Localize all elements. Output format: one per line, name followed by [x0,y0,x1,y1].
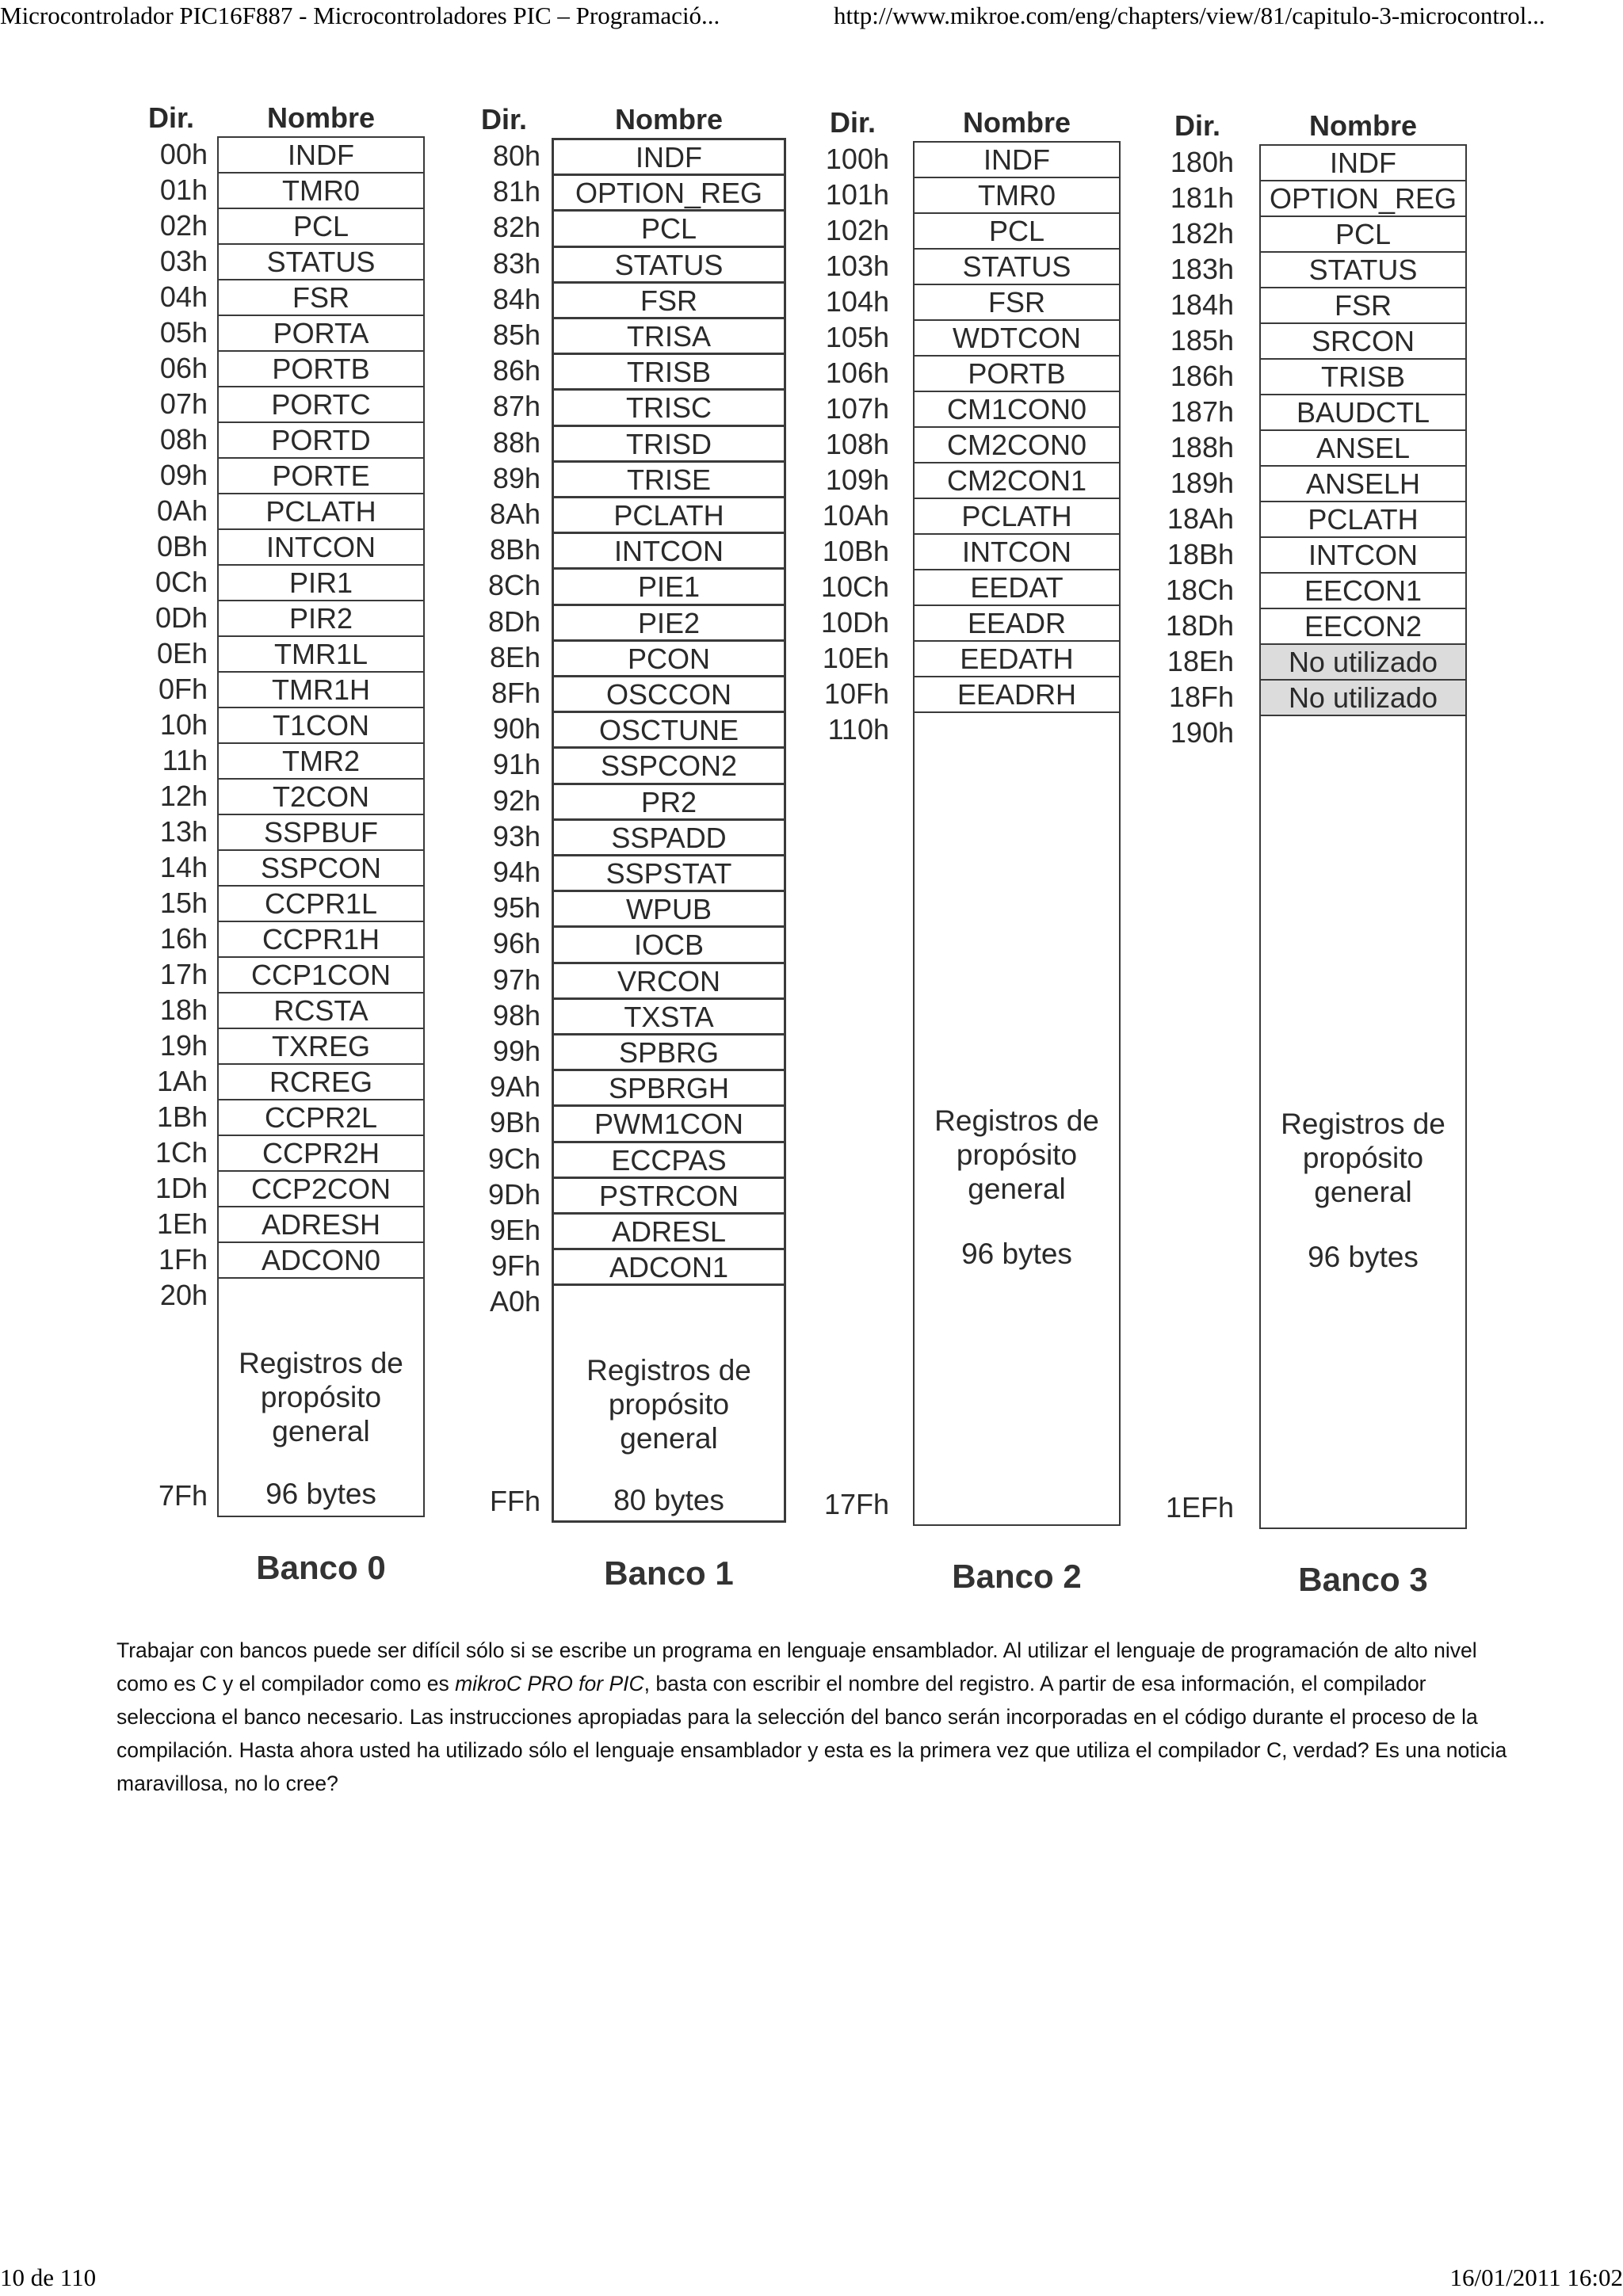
register-name: PCON [554,642,784,677]
register-name: SSPSTAT [554,856,784,892]
gp-size-label: 96 bytes [265,1478,376,1510]
register-unused: No utilizado [1261,681,1465,716]
register-address: 10Bh [822,535,889,567]
register-address: 17h [159,958,208,990]
register-address: 12h [159,780,208,812]
register-address: 1Eh [156,1207,208,1240]
register-name: OSCTUNE [554,713,784,749]
register-address: 187h [1170,395,1234,428]
gp-label-line: general [620,1421,718,1455]
register-address: 18Fh [1168,681,1234,713]
register-address: 9Ah [489,1070,540,1104]
register-address: 1Ch [155,1136,208,1169]
page-footer-number: 10 de 110 [0,2264,97,2291]
register-name: INTCON [219,530,423,566]
column-header-dir: Dir. [147,101,195,134]
register-name: TMR2 [219,744,423,780]
register-address: 0Ah [156,494,208,527]
register-name: RCSTA [219,994,423,1029]
register-name: STATUS [915,250,1119,285]
register-address: 95h [492,891,540,925]
column-header-dir: Dir. [480,103,528,135]
register-name: ADRESL [554,1215,784,1250]
gp-size-label: 80 bytes [613,1484,724,1516]
register-name: ADCON1 [554,1250,784,1286]
register-name: PR2 [554,785,784,821]
register-name: SRCON [1261,324,1465,360]
register-name: CCPR1H [219,922,423,958]
paragraph-emphasis: mikroC PRO for PIC [455,1672,644,1695]
register-name: PIE1 [554,570,784,605]
gp-label-line: Registros de [934,1104,1099,1138]
register-name: PCLATH [554,498,784,534]
register-name: SSPADD [554,821,784,856]
register-address: 00h [159,138,208,170]
register-address: 18Ch [1165,574,1234,606]
register-name: PIR2 [219,601,423,637]
register-address: 91h [492,748,540,781]
register-address: 18Bh [1167,538,1234,570]
register-name: OSCCON [554,677,784,713]
register-address: 82h [492,211,540,244]
register-address: 87h [492,390,540,423]
register-address: 9Dh [487,1177,540,1211]
gp-end-address: 1EFh [1165,1491,1234,1524]
register-name: PORTA [219,316,423,352]
register-name: STATUS [219,245,423,280]
register-address: 10h [159,708,208,741]
gp-label-line: Registros de [586,1353,751,1386]
column-header-name: Nombre [614,103,724,135]
register-address: 0Dh [155,601,208,634]
register-address: 0Ch [155,566,208,598]
register-address: 15h [159,887,208,919]
register-name: TMR0 [915,178,1119,214]
register-name: VRCON [554,964,784,1000]
body-paragraph [116,1634,1511,1800]
register-name: INTCON [1261,538,1465,574]
bank-title: Banco 2 [952,1558,1082,1595]
register-address: 18Eh [1167,645,1234,677]
register-name: FSR [554,284,784,319]
register-address: 105h [825,321,889,353]
gp-label-line: propósito [1302,1142,1424,1175]
register-table [1259,144,1467,1529]
register-name: TRISD [554,427,784,463]
gp-size-label: 96 bytes [961,1238,1072,1271]
register-address: 0Fh [158,673,208,705]
register-address: 84h [492,282,540,315]
register-name: OPTION_REG [1261,181,1465,217]
gp-label-line: propósito [260,1380,382,1413]
paragraph-text-1: Trabajar con bancos puede ser difícil sólo si se escribe un programa en lenguaje ensamblador. Al utilizar el lenguaje de programación de alto nivel como es C y el compilador como es [116,1638,1477,1695]
register-name: EECON1 [1261,574,1465,609]
register-name: STATUS [554,248,784,284]
column-header-dir: Dir. [1174,109,1221,142]
register-name: CCP2CON [219,1172,423,1207]
register-address: 109h [825,463,889,496]
page-header-title: Microcontrolador PIC16F887 - Microcontroladores PIC – Programació... [0,2,720,29]
register-name: SSPCON [219,851,423,887]
register-name: PCL [219,209,423,245]
register-address: 9Fh [491,1249,540,1283]
register-address: 85h [492,318,540,351]
register-name: TRISB [1261,360,1465,395]
register-address: 98h [492,998,540,1032]
register-name: CM1CON0 [915,392,1119,428]
gp-size-label: 96 bytes [1308,1241,1419,1274]
register-address: 1Dh [155,1172,208,1204]
register-name: TRISE [554,463,784,498]
bank-title: Banco 1 [604,1554,734,1592]
register-address: 103h [825,250,889,282]
register-name: ANSEL [1261,431,1465,467]
register-table [552,138,786,1523]
page-footer-datetime: 16/01/2011 16:02 [1449,2264,1623,2291]
register-address: 86h [492,354,540,387]
register-name: FSR [915,285,1119,321]
register-address: 97h [492,963,540,996]
register-name: INTCON [554,534,784,570]
register-table [217,136,425,1517]
register-address: 94h [492,856,540,888]
column-header-name: Nombre [1308,109,1418,142]
register-name: PORTB [915,357,1119,392]
bank-column [1161,0,1467,1632]
register-address: 1Fh [158,1243,208,1276]
register-name: SSPCON2 [554,749,784,784]
register-name: EEDATH [915,642,1119,677]
register-name: PIR1 [219,566,423,601]
register-address: 10Dh [820,606,889,639]
register-address: 185h [1170,324,1234,357]
gp-label-line: Registros de [1281,1108,1445,1141]
register-name: INDF [554,140,784,176]
register-address: 02h [159,209,208,242]
gp-end-address: FFh [489,1485,540,1517]
register-address: 88h [492,425,540,459]
register-name: TXREG [219,1029,423,1065]
register-name: TRISA [554,319,784,355]
register-name: PWM1CON [554,1107,784,1142]
register-address: 9Bh [489,1106,540,1139]
register-address: 93h [492,819,540,852]
register-address: 188h [1170,431,1234,463]
register-name: PORTE [219,459,423,494]
register-address: 10Eh [822,642,889,674]
register-name: STATUS [1261,253,1465,288]
register-address: 182h [1170,217,1234,250]
register-address: 11h [162,744,208,776]
bank-title: Banco 0 [256,1549,386,1586]
register-address: 107h [825,392,889,425]
register-address: 9Ch [487,1142,540,1175]
paragraph-text-2: , basta con escribir el nombre del registro. A partir de esa información, el compilador selecciona el banco necesario. Las instrucciones apropiadas para la selección del banco serán incorporadas en el código durante el proceso de la compilación. Hasta ahora usted ha utilizado sólo el lenguaje ensamblador y esta es la primera vez que utiliza el compilador C, verdad? Es una noticia maravillosa, no lo cree? [116,1672,1507,1795]
gp-end-address: 17Fh [823,1488,889,1520]
register-name: PORTD [219,423,423,459]
register-name: PCL [1261,217,1465,253]
register-name: TRISC [554,391,784,426]
register-name: ADRESH [219,1207,423,1243]
register-name: OPTION_REG [554,176,784,212]
register-address: 8Ch [487,569,540,602]
register-address: 08h [159,423,208,456]
register-name: PCLATH [219,494,423,530]
register-address: 16h [159,922,208,955]
register-name: PORTB [219,352,423,387]
register-name: CCPR1L [219,887,423,922]
register-address: 9Eh [489,1214,540,1246]
register-address: 18h [159,994,208,1026]
register-address: 06h [159,352,208,384]
register-name: CCPR2H [219,1136,423,1172]
register-name: CCPR2L [219,1100,423,1136]
register-name: PCLATH [915,499,1119,535]
register-address: 90h [492,712,540,746]
register-name: ADCON0 [219,1243,423,1279]
register-name: IOCB [554,928,784,963]
register-address: 0Bh [156,530,208,563]
register-name: PORTC [219,387,423,423]
register-name: BAUDCTL [1261,395,1465,431]
register-address: 106h [825,357,889,389]
gp-label-line: Registros de [239,1346,403,1379]
register-name: TMR0 [219,174,423,209]
register-address: 05h [159,316,208,349]
register-address: 8Dh [487,605,540,638]
register-address: 01h [159,174,208,206]
register-name: PIE2 [554,606,784,642]
register-name: CCP1CON [219,958,423,994]
register-address: 18Dh [1165,609,1234,642]
register-name: INDF [1261,146,1465,181]
register-address: 100h [825,143,889,175]
register-address: 0Eh [156,637,208,669]
register-address: 184h [1170,288,1234,321]
register-address: 186h [1170,360,1234,392]
register-name: EECON2 [1261,609,1465,645]
register-address: 1Bh [156,1100,208,1133]
gp-start-address: 20h [159,1279,208,1311]
register-address: 81h [492,175,540,208]
column-header-name: Nombre [266,101,376,134]
register-name: EEADRH [915,677,1119,713]
register-name: SPBRGH [554,1071,784,1107]
bank-column [135,0,425,1632]
gp-label-line: propósito [956,1138,1078,1172]
gp-label-line: general [1314,1176,1412,1209]
register-name: CM2CON0 [915,428,1119,463]
register-name: WPUB [554,892,784,928]
gp-label-line: general [968,1173,1066,1206]
register-address: 99h [492,1035,540,1067]
register-address: 104h [825,285,889,318]
register-name: PCL [554,212,784,247]
register-name: EEADR [915,606,1119,642]
register-address: 07h [159,387,208,420]
register-address: 83h [492,246,540,280]
register-address: 10Ch [820,570,889,603]
gp-start-address: 190h [1170,716,1234,749]
gp-label-line: general [272,1414,370,1447]
register-address: 102h [825,214,889,246]
register-name: INTCON [915,535,1119,570]
register-name: TMR1L [219,637,423,673]
register-address: 92h [492,784,540,817]
register-address: 181h [1170,181,1234,214]
register-address: 108h [825,428,889,460]
register-name: SPBRG [554,1035,784,1071]
gp-start-address: A0h [489,1285,540,1318]
register-name: INDF [219,138,423,174]
column-header-dir: Dir. [829,106,876,139]
register-address: 8Bh [489,533,540,566]
register-address: 80h [492,139,540,172]
register-address: 8Eh [489,640,540,673]
register-address: 19h [159,1029,208,1062]
register-address: 8Ah [489,498,540,530]
bank-title: Banco 3 [1298,1561,1428,1598]
bank-column [816,0,1121,1632]
register-name: WDTCON [915,321,1119,357]
register-address: 180h [1170,146,1234,178]
register-address: 14h [159,851,208,883]
register-address: 10Ah [822,499,889,532]
register-address: 89h [492,461,540,494]
register-name: SSPBUF [219,815,423,851]
register-address: 10Fh [823,677,889,710]
register-address: 8Fh [491,677,540,709]
register-name: FSR [219,280,423,316]
register-name: T2CON [219,780,423,815]
register-address: 183h [1170,253,1234,285]
register-address: 1Ah [156,1065,208,1097]
register-address: 13h [159,815,208,848]
column-header-name: Nombre [962,106,1071,139]
register-name: ECCPAS [554,1143,784,1179]
gp-end-address: 7Fh [158,1479,208,1512]
register-table [913,141,1121,1526]
register-name: RCREG [219,1065,423,1100]
register-name: FSR [1261,288,1465,324]
register-name: EEDAT [915,570,1119,606]
register-address: 96h [492,927,540,960]
register-name: T1CON [219,708,423,744]
register-address: 101h [825,178,889,211]
register-name: ANSELH [1261,467,1465,502]
register-address: 18Ah [1167,502,1234,535]
register-name: INDF [915,143,1119,178]
gp-label-line: propósito [608,1387,730,1421]
register-name: TMR1H [219,673,423,708]
register-address: 09h [159,459,208,491]
register-name: TRISB [554,355,784,391]
register-address: 04h [159,280,208,313]
register-name: PSTRCON [554,1179,784,1215]
register-name: PCL [915,214,1119,250]
register-name: TXSTA [554,1000,784,1035]
gp-start-address: 110h [827,713,889,746]
register-name: PCLATH [1261,502,1465,538]
register-name: CM2CON1 [915,463,1119,499]
register-unused: No utilizado [1261,645,1465,681]
register-address: 189h [1170,467,1234,499]
page-header-url: http://www.mikroe.com/eng/chapters/view/81/capitulo-3-microcontrol... [834,2,1545,29]
bank-column [468,0,786,1632]
register-address: 03h [159,245,208,277]
